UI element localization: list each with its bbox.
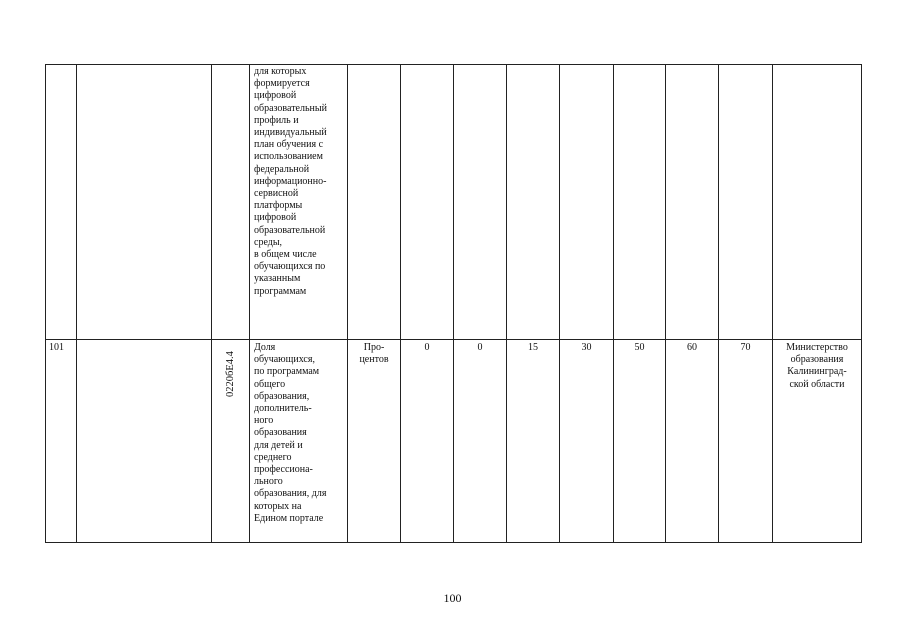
cell-number [46,340,77,543]
cell-value [401,65,454,340]
executor-text: Министерство образования Калининград- ской области [786,342,848,390]
cell-value [454,65,507,340]
value-3: 15 [528,342,538,353]
cell-code [212,340,250,543]
cell-value [719,340,773,543]
cell-value [560,340,614,543]
cell-unit [348,340,401,543]
row-number: 101 [49,342,64,353]
indicator-name-text: Доля обучающихся, по программам общего образования, дополнитель- ного образования для детей и среднего профессиона- льного образования, для которых на Едином портале [254,342,327,524]
cell-value [614,65,666,340]
cell-value [719,65,773,340]
value-4: 30 [581,342,592,353]
cell-executor [773,340,862,543]
unit-text: Про- центов [359,342,389,366]
cell-value [560,65,614,340]
cell-indicator-name [250,340,348,543]
table-row [46,340,862,543]
value-6: 60 [687,342,697,353]
cell-program [77,65,212,340]
indicator-table [45,64,862,543]
value-2: 0 [477,342,483,353]
cell-value [401,340,454,543]
cell-value [614,340,666,543]
cell-number [46,65,77,340]
cell-indicator-name [250,65,348,340]
value-1: 0 [424,342,430,353]
value-7: 70 [740,342,751,353]
cell-value [507,65,560,340]
indicator-code: 0220бЕ4.4 [224,351,236,397]
cell-code [212,65,250,340]
cell-value [666,340,719,543]
table-row [46,65,862,340]
page-number: 100 [443,591,462,605]
cell-unit [348,65,401,340]
cell-value [666,65,719,340]
cell-value [507,340,560,543]
value-5: 50 [634,342,645,353]
cell-program [77,340,212,543]
indicator-name-text: для которых формируется цифровой образовательный профиль и индивидуальный план обучения с использованием федеральной информационно- сервисной платформы цифровой образовательной среды, в общем числе обучающихся по указанным программам [254,66,327,297]
cell-executor [773,65,862,340]
cell-value [454,340,507,543]
